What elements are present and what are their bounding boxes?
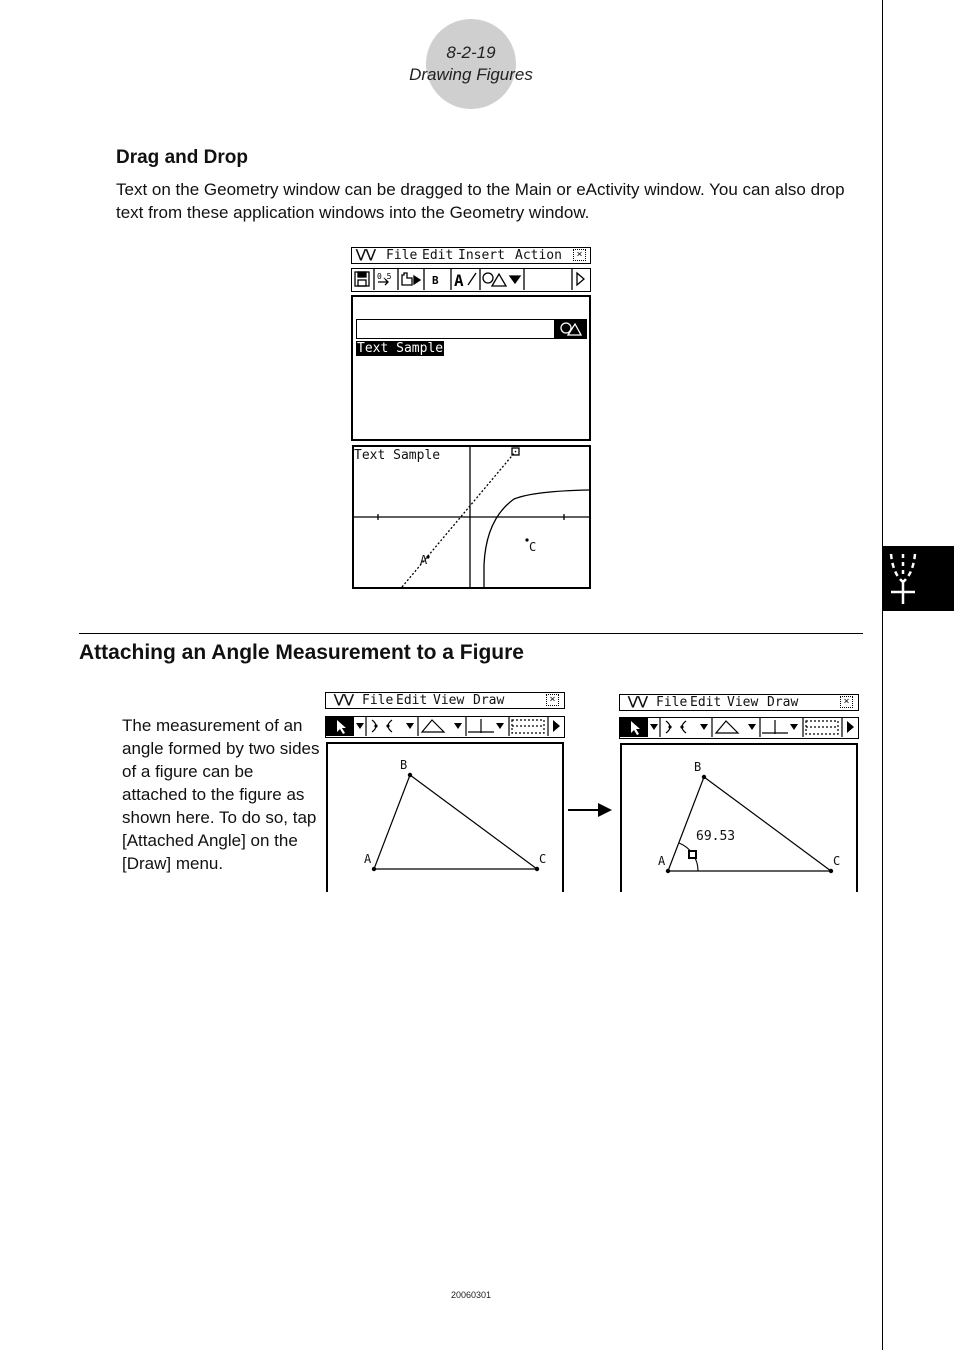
menu-bar — [351, 247, 591, 264]
toolbar-icons — [620, 718, 857, 737]
screenshot-after — [619, 694, 859, 892]
menu-bar — [325, 692, 565, 709]
right-arrow-icon — [566, 800, 614, 820]
attach-body: The measurement of an angle formed by two sides of a figure can be attached to the figure as shown here. To do so, tap [Attached Angle] on the [Draw] menu. — [122, 716, 320, 873]
point-c-label: C — [833, 854, 841, 868]
geometry-window — [352, 445, 591, 589]
drag-drop-body: Text on the Geometry window can be dragged to the Main or eActivity window. You can also drop text from these application windows into the Geometry window. — [116, 180, 845, 222]
chapter-tab — [883, 546, 954, 611]
double-chevron-down-icon[interactable]: ⋁⋁ — [356, 247, 376, 261]
toolbar-icons — [326, 717, 563, 736]
input-line[interactable] — [356, 319, 587, 339]
screenshot-drag-drop — [351, 247, 591, 589]
double-chevron-down-icon[interactable]: ⋁⋁ — [334, 692, 354, 706]
selected-text[interactable]: Text Sample — [357, 341, 444, 356]
geometry-chapter-icon — [883, 546, 954, 611]
menu-view[interactable]: View — [433, 693, 465, 708]
point-a-label: A — [420, 553, 428, 567]
main-window — [351, 295, 591, 441]
geometry-canvas — [354, 447, 589, 587]
geometry-app-icon[interactable] — [554, 320, 586, 338]
triangle-figure — [328, 744, 564, 892]
point-a-label: A — [364, 852, 372, 866]
menu-view[interactable]: View — [727, 695, 759, 710]
page-number: 8-2-19 — [446, 43, 496, 62]
header-circle — [426, 19, 516, 109]
toolbar — [619, 717, 859, 739]
close-box-icon[interactable]: × — [546, 694, 559, 706]
point-c-label: C — [539, 852, 547, 866]
screenshot-before — [325, 692, 565, 892]
close-box-icon[interactable]: × — [840, 696, 853, 708]
point-b-label: B — [400, 758, 408, 772]
menu-file[interactable]: File — [656, 695, 688, 710]
menu-insert[interactable]: Insert — [458, 248, 505, 263]
attach-heading: Attaching an Angle Measurement to a Figure — [79, 641, 524, 664]
menu-edit[interactable]: Edit — [690, 695, 722, 710]
toolbar — [325, 716, 565, 738]
menu-bar — [619, 694, 859, 711]
angle-measurement[interactable]: 69.53 — [696, 829, 736, 844]
date-code: 20060301 — [450, 1290, 492, 1300]
point-a-label: A — [658, 854, 666, 868]
close-box-icon[interactable]: × — [573, 249, 586, 261]
double-chevron-down-icon[interactable]: ⋁⋁ — [628, 694, 648, 708]
point-b-label: B — [694, 760, 702, 774]
menu-draw[interactable]: Draw — [767, 695, 799, 710]
toolbar-icons — [352, 269, 589, 290]
drag-drop-heading: Drag and Drop — [116, 147, 248, 168]
menu-edit[interactable]: Edit — [396, 693, 428, 708]
menu-edit[interactable]: Edit — [422, 248, 454, 263]
svg-text:B: B — [432, 274, 439, 287]
point-c-label: C — [529, 540, 537, 554]
margin-rule — [882, 0, 883, 1350]
triangle-figure — [622, 745, 858, 892]
menu-file[interactable]: File — [386, 248, 418, 263]
section-rule — [79, 633, 863, 634]
svg-text:0.5: 0.5 — [377, 272, 392, 281]
menu-file[interactable]: File — [362, 693, 394, 708]
geometry-window — [620, 743, 858, 892]
menu-draw[interactable]: Draw — [473, 693, 505, 708]
geometry-window — [326, 742, 564, 892]
section-title: Drawing Figures — [409, 65, 533, 84]
menu-action[interactable]: Action — [515, 248, 562, 263]
toolbar — [351, 268, 591, 292]
geometry-text-label[interactable]: Text Sample — [354, 448, 441, 463]
svg-text:A: A — [454, 271, 464, 290]
